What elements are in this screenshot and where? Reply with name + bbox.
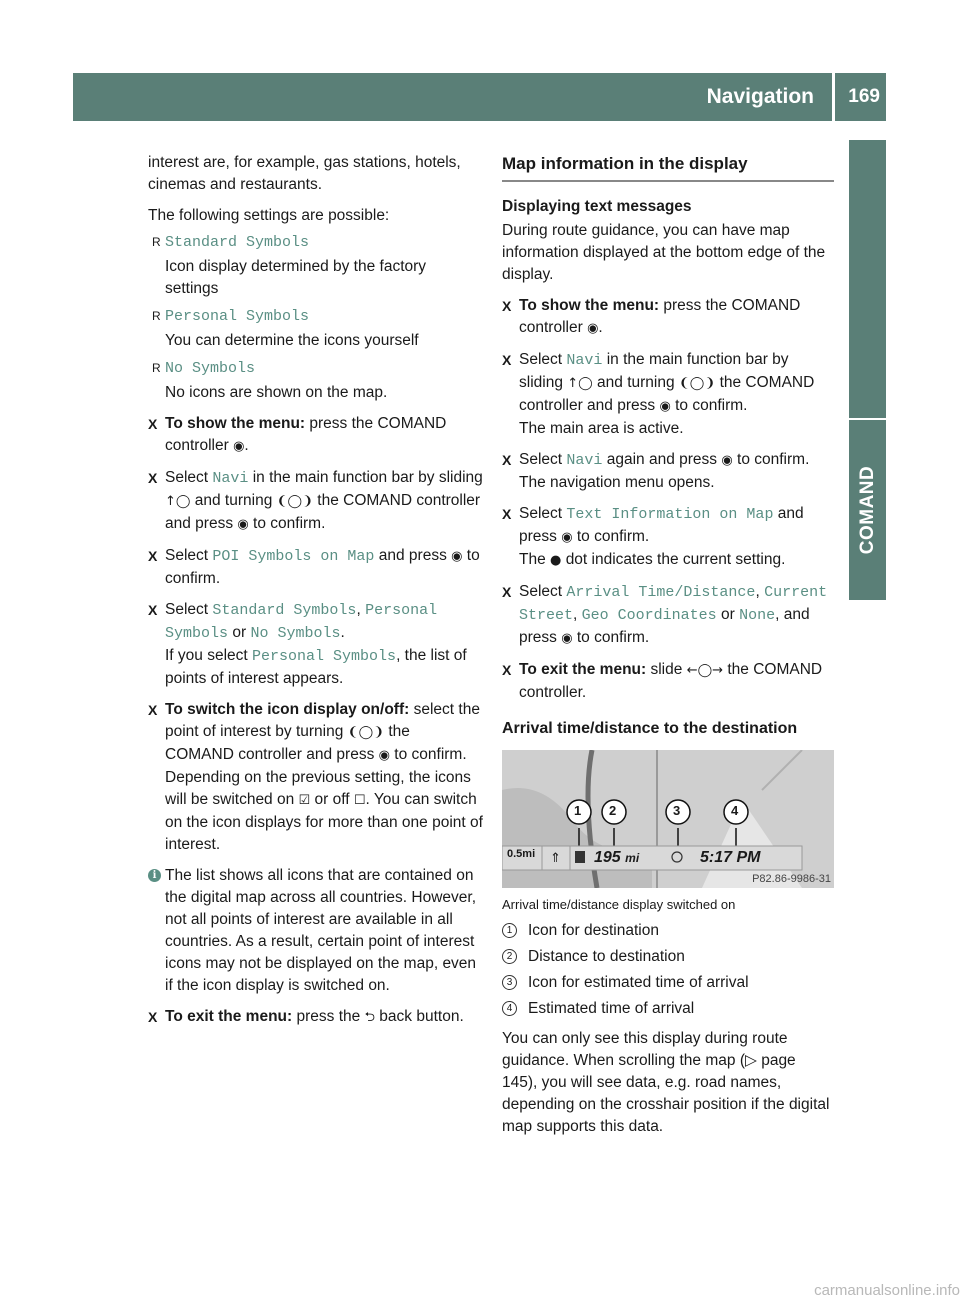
step-text: and turning (194, 492, 273, 509)
step-arrow-icon: X (148, 1009, 158, 1025)
step-text: and turning (597, 374, 675, 391)
option-standard (148, 231, 483, 300)
right-column (502, 152, 834, 1147)
bullet-mark: R (152, 309, 161, 323)
dot-icon: ● (550, 553, 562, 568)
legend-number: 3 (502, 975, 517, 990)
step-text: or off (314, 791, 350, 808)
press-controller-icon: ◉ (561, 530, 573, 545)
legend-text: Distance to destination (528, 948, 685, 965)
legend-item (502, 946, 834, 968)
slide-up-icon: ↑◯ (165, 494, 191, 509)
map-display-figure (502, 750, 834, 888)
step-bold: To exit the menu: (165, 1008, 293, 1025)
step-text: to confirm. (394, 746, 467, 763)
bullet-mark: R (152, 235, 161, 249)
bullet-mark: R (152, 361, 161, 375)
turn-controller-icon: ❨◯❩ (347, 725, 385, 740)
paragraph-text: You can only see this display during route guidance. When scrolling the map (502, 1030, 788, 1069)
menu-item: Arrival Time/Distance (566, 584, 756, 601)
step-select-navi (148, 467, 483, 536)
menu-item: Personal Symbols (252, 648, 397, 665)
step-text: again and press (606, 451, 718, 468)
back-button-icon: ⮌ (364, 1010, 375, 1025)
distance-value (594, 848, 639, 868)
step-text: or (232, 624, 247, 641)
step-text: , and press (519, 606, 810, 646)
step-switch-icons (148, 699, 483, 856)
turn-controller-icon: ❨◯❩ (678, 376, 716, 391)
closing-paragraph (502, 1028, 834, 1138)
slide-left-right-icon: ←◯→ (686, 663, 724, 678)
step-arrow-icon: X (502, 584, 512, 600)
step-text: to confirm. (737, 451, 810, 468)
press-controller-icon: ◉ (561, 631, 573, 646)
map-scale: 0.5mi (507, 848, 536, 860)
callout-1: 1 (574, 803, 582, 818)
step-exit-menu (502, 659, 834, 704)
step-text: slide (650, 661, 683, 678)
step-select-symbols: X Select Standard Symbols, Personal Symbols or No Symbols. If you select Personal Symbols, the list of points of interest appears. (148, 601, 467, 687)
step-text: Select (519, 583, 563, 600)
turn-controller-icon: ❨◯❩ (276, 494, 313, 509)
callout-3: 3 (673, 803, 681, 818)
menu-item: No Symbols (250, 625, 341, 642)
step-select-text-info (502, 503, 834, 572)
note-text: The list shows all icons that are contained on the digital map across all countries. However, not all points of interest are available in all countries. As a result, certain point of interest icons may not be displayed on the map, even if the icon display is switched on. (165, 867, 477, 994)
step-show-menu: X To show the menu: press the COMAND controller ◉. (148, 415, 447, 454)
info-icon: i (148, 869, 161, 882)
legend-item (502, 920, 834, 942)
step-text: the COMAND controller and press (165, 723, 410, 763)
step-text: to confirm. (675, 397, 748, 414)
step-bold: To show the menu: (165, 415, 306, 432)
header-title: Navigation (706, 85, 814, 108)
press-controller-icon: ◉ (237, 517, 249, 532)
step-text: dot indicates the current setting. (565, 551, 786, 568)
legend-number: 2 (502, 949, 517, 964)
option-name: Personal Symbols (165, 308, 310, 325)
step-text: to confirm. (576, 629, 650, 646)
step-text: in the main function bar by sliding (252, 469, 483, 486)
settings-intro: The following settings are possible: (148, 207, 390, 224)
press-controller-icon: ◉ (378, 748, 390, 763)
step-text: Select (165, 547, 209, 564)
side-label-text: COMAND (856, 465, 878, 555)
distance-unit: mi (625, 851, 640, 865)
subsection-title: Displaying text messages (502, 198, 692, 215)
press-controller-icon: ◉ (587, 321, 599, 336)
option-desc: No icons are shown on the map. (165, 384, 388, 401)
intro-text: interest are, for example, gas stations, hotels, cinemas and restaurants. (148, 154, 461, 193)
page-number: 169 (848, 86, 880, 107)
menu-item: None (739, 607, 776, 624)
info-note (148, 865, 483, 997)
menu-item-navi: Navi (566, 352, 603, 369)
menu-item-poi: POI Symbols on Map (212, 548, 375, 565)
side-tab-marker (849, 140, 886, 418)
step-text: Select (519, 451, 563, 468)
header-separator (832, 73, 835, 121)
option-personal (148, 305, 483, 352)
step-bold: To exit the menu: (519, 661, 647, 678)
legend-text: Icon for estimated time of arrival (528, 974, 749, 991)
step-arrow-icon: X (148, 416, 158, 432)
step-text: press the COMAND controller (519, 297, 801, 336)
step-select-poi (148, 545, 483, 590)
nav-arrow-icon: ⇑ (550, 850, 561, 865)
step-text: . You can switch on the icon displays for more than one point of interest. (165, 791, 483, 853)
distance-number: 195 (594, 849, 621, 866)
step-text: the COMAND controller. (519, 661, 823, 701)
legend-number: 1 (502, 923, 517, 938)
checkbox-checked-icon: ☑ (298, 793, 311, 808)
option-desc: You can determine the icons yourself (165, 332, 419, 349)
step-text: , the list of points of interest appears. (165, 647, 467, 687)
option-desc: Icon display determined by the factory settings (165, 258, 427, 297)
step-bold: To show the menu: (519, 297, 660, 314)
step-text: Select (519, 505, 563, 522)
legend-item (502, 972, 834, 994)
left-column (148, 152, 483, 1038)
press-controller-icon: ◉ (721, 453, 733, 468)
page-header (73, 73, 886, 121)
step-text: to confirm. (576, 528, 650, 545)
step-arrow-icon: X (148, 548, 158, 564)
step-arrow-icon: X (148, 470, 158, 486)
menu-item: Current Street (519, 584, 828, 624)
step-arrow-icon: X (502, 352, 512, 368)
legend-item (502, 998, 834, 1020)
step-text: The (519, 551, 546, 568)
subsection-title: Arrival time/distance to the destination (502, 720, 798, 737)
menu-item-navi: Navi (212, 470, 249, 487)
step-arrow-icon: X (502, 506, 512, 522)
menu-item-text-info: Text Information on Map (566, 506, 774, 523)
step-text: in the main function bar by sliding (519, 351, 789, 391)
step-text: to confirm. (253, 515, 326, 532)
step-text: Select (519, 351, 563, 368)
step-text: Depending on the previous setting, the icons will be switched on (165, 769, 471, 808)
step-exit-menu (148, 1006, 483, 1029)
figure-reference: P82.86-9986-31 (752, 873, 831, 885)
press-controller-icon: ◉ (659, 399, 671, 414)
option-none (148, 357, 483, 404)
option-name: Standard Symbols (165, 234, 310, 251)
step-text: press the (296, 1008, 361, 1025)
map-illustration (502, 750, 834, 888)
step-select-display-option: X Select Arrival Time/Distance, Current Street, Geo Coordinates or None, and press ◉ to confirm. (502, 583, 828, 646)
side-section-label (849, 420, 886, 600)
step-text: the COMAND controller and press (165, 492, 481, 532)
step-arrow-icon: X (148, 602, 158, 618)
step-text: The main area is active. (519, 420, 684, 437)
step-text: press the COMAND controller (165, 415, 447, 454)
step-text: the COMAND controller and press (519, 374, 815, 414)
press-controller-icon: ◉ (451, 549, 463, 564)
legend-text: Estimated time of arrival (528, 1000, 695, 1017)
legend-text: Icon for destination (528, 922, 659, 939)
paragraph: During route guidance, you can have map information displayed at the bottom edge of the display. (502, 222, 826, 283)
step-text: Select (165, 469, 209, 486)
menu-item: Personal Symbols (165, 602, 438, 642)
step-text: or (720, 606, 735, 623)
step-text: and press (519, 505, 804, 545)
step-text: The navigation menu opens. (519, 474, 715, 491)
step-text: select the point of interest by turning (165, 701, 480, 740)
step-arrow-icon: X (148, 702, 158, 718)
callout-2: 2 (609, 803, 617, 818)
step-select-navi (502, 349, 834, 440)
watermark-footer: carmanualsonline.info (814, 1282, 960, 1299)
step-arrow-icon: X (502, 662, 512, 678)
step-arrow-icon: X (502, 298, 512, 314)
page-reference-text: (▷ page 145), you will see data, e.g. road names, depending on the crosshair position if the digital map supports this data. (502, 1052, 830, 1135)
checkbox-empty-icon: ☐ (353, 793, 366, 808)
step-text: and press (378, 547, 447, 564)
step-show-menu: X To show the menu: press the COMAND controller ◉. (502, 297, 801, 336)
arrival-time: 5:17 PM (700, 849, 761, 866)
figure-caption: Arrival time/distance display switched on (502, 897, 736, 912)
step-bold: To switch the icon display on/off: (165, 701, 410, 718)
menu-item-navi: Navi (566, 452, 603, 469)
callout-4: 4 (731, 803, 739, 818)
step-text: Select (165, 601, 209, 618)
step-select-navi-again (502, 449, 834, 494)
option-name: No Symbols (165, 360, 256, 377)
step-text: If you select (165, 647, 248, 664)
menu-item: Geo Coordinates (581, 607, 717, 624)
step-text: back button. (379, 1008, 464, 1025)
step-text: to confirm. (165, 547, 480, 587)
legend-number: 4 (502, 1001, 517, 1016)
slide-up-icon: ↑◯ (567, 376, 593, 391)
section-title: Map information in the display (502, 152, 834, 182)
press-controller-icon: ◉ (233, 439, 245, 454)
step-arrow-icon: X (502, 452, 512, 468)
menu-item: Standard Symbols (212, 602, 357, 619)
